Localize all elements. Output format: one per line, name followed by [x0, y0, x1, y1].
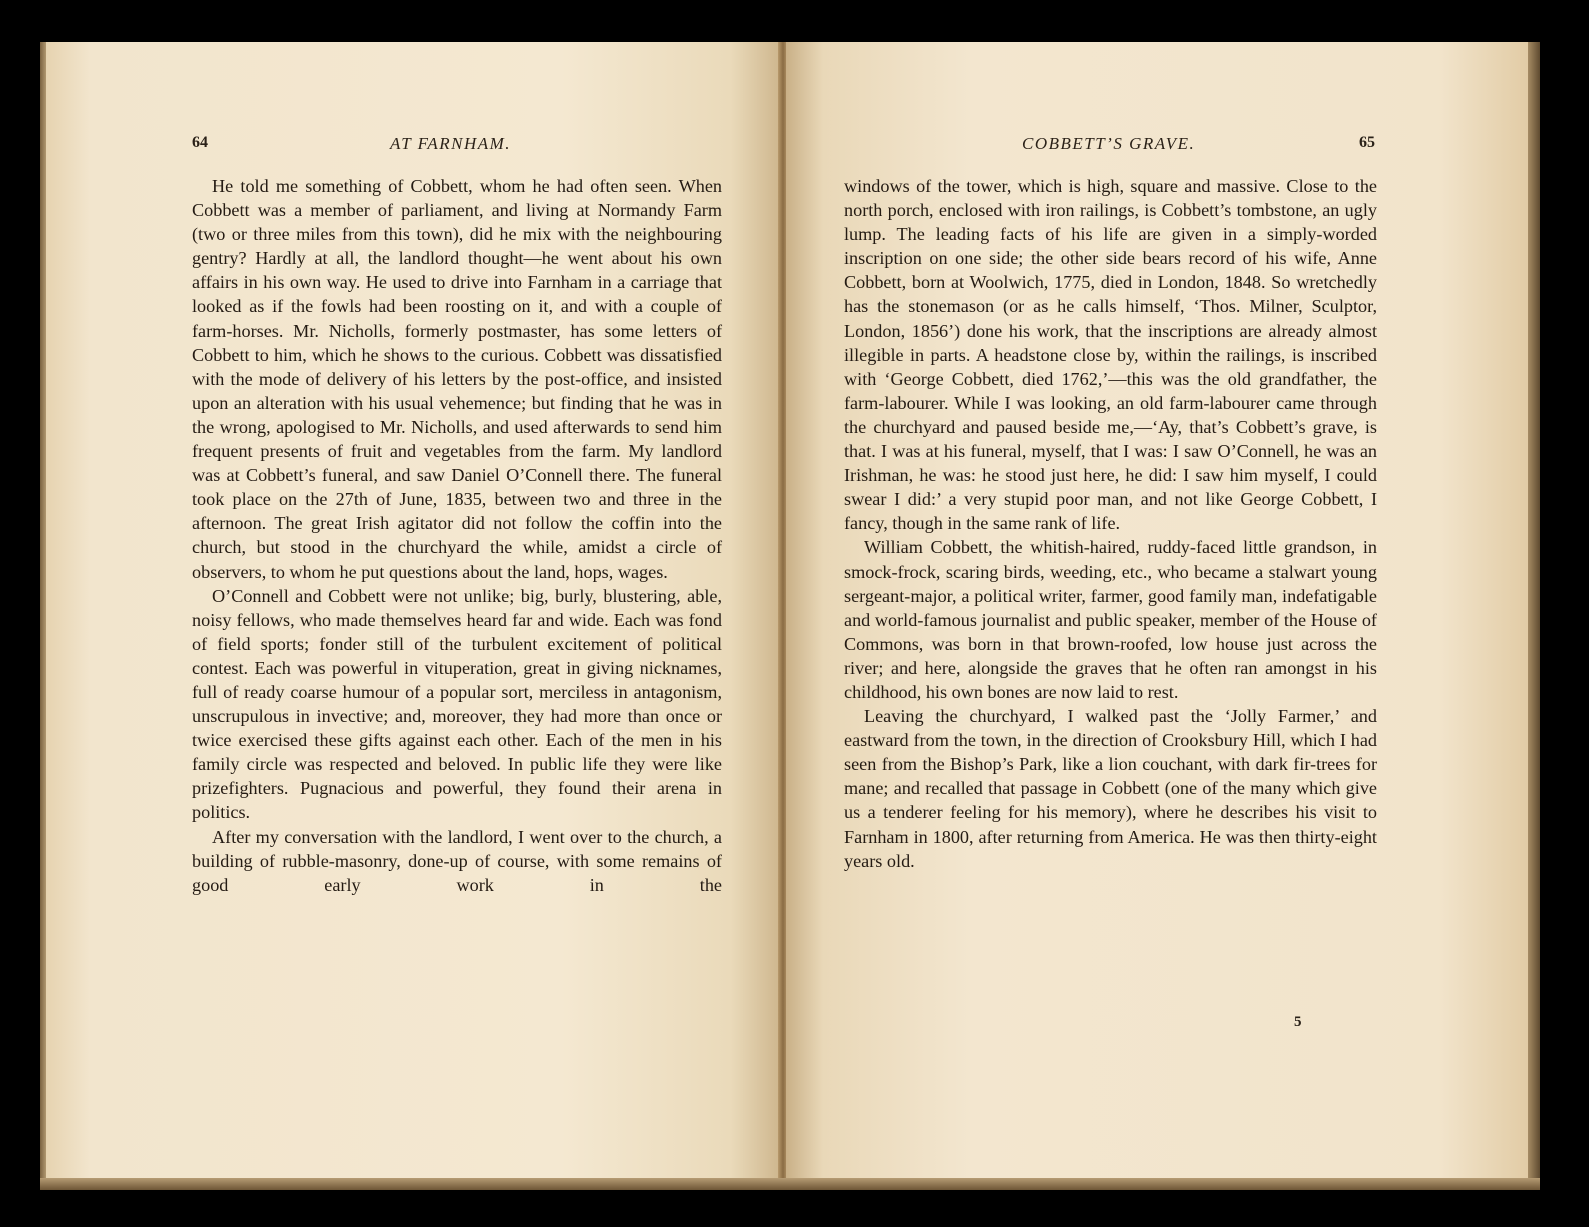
left-running-head — [46, 134, 782, 160]
right-paragraph-2: William Cobbett, the whitish-haired, ruddy-faced little grandson, in smock-frock, scaring birds, weeding, etc., who became a stalwart young sergeant-major, a political writer, farmer, good family man, indefatigable and world-famous journalist and public speaker, member of the House of Commons, was born in that brown-roofed, low house just across the river; and here, alongside the graves that he often ran amongst in his childhood, his own bones are now laid to rest. — [844, 537, 1377, 702]
right-running-title: COBBETT’S GRAVE. — [1022, 134, 1196, 153]
left-running-title: AT FARNHAM. — [390, 134, 512, 153]
left-page — [46, 42, 782, 1190]
left-paragraph-3: After my conversation with the landlord, I went over to the church, a building of rubble-masonry, done-up of course, with some remains of good early work in the — [192, 826, 722, 895]
left-paragraph-2: O’Connell and Cobbett were not unlike; big, burly, blustering, able, noisy fellows, who made themselves heard far and wide. Each was fond of field sports; fonder still of the turbulent excitement of political contest. Each was powerful in vituperation, great in giving nicknames, full of ready coarse humour of a popular sort, merciless in antagonism, unscrupulous in invective; and, moreover, they had more than once or twice exercised these gifts against each other. Each of the men in his family circle was respected and beloved. In public life they were like prizefighters. Pugnacious and powerful, they found their arena in politics. — [192, 585, 722, 823]
right-paragraph-1: windows of the tower, which is high, square and massive. Close to the north porch, enclosed with iron railings, is Cobbett’s tombstone, an ugly lump. The leading facts of his life are given in a simply-worded inscription on one side; the other side bears record of his wife, Anne Cobbett, born at Woolwich, 1775, died in London, 1848. So wretchedly has the stonemason (or as he calls himself, ‘Thos. Milner, Sculptor, London, 1856’) done his work, that the inscriptions are already almost illegible in parts. A headstone close by, within the railings, is inscribed with ‘George Cobbett, died 1762,’—this was the old grandfather, the farm-labourer. While I was looking, an old farm-labourer came through the churchyard and paused beside me,—‘Ay, that’s Cobbett’s grave, is that. I was at his funeral, myself, that I was: I saw O’Connell, he was an Irishman, he was: he stood just here, he did: I saw him myself, I could swear I did:’ a very stupid poor man, and not like George Cobbett, I fancy, though in the same rank of life. — [844, 176, 1377, 534]
right-page-body — [844, 174, 1377, 873]
right-running-head — [786, 134, 1528, 160]
right-page — [786, 42, 1528, 1190]
book-right-edge — [1528, 42, 1540, 1190]
right-paragraph-3: Leaving the churchyard, I walked past the ‘Jolly Farmer,’ and eastward from the town, in the direction of Crooksbury Hill, which I had seen from the Bishop’s Park, like a lion couchant, with dark fir-trees for mane; and recalled that passage in Cobbett (one of the many which give us a tenderer feeling for his memory), where he describes his visit to Farnham in 1800, after returning from America. He was then thirty-eight years old. — [844, 706, 1377, 871]
book-bottom-edge — [40, 1178, 1540, 1190]
left-paragraph-1: He told me something of Cobbett, whom he had often seen. When Cobbett was a member of parliament, and living at Normandy Farm (two or three miles from this town), did he mix with the neighbouring gentry? Hardly at all, the landlord thought—he went about his own affairs in his own way. He used to drive into Farnham in a carriage that looked as if the fowls had been roosting on it, and with a couple of farm-horses. Mr. Nicholls, formerly postmaster, has some letters of Cobbett to him, which he shows to the curious. Cobbett was dissatisfied with the mode of delivery of his letters by the post-office, and insisted upon an alteration with his usual vehemence; but finding that he was in the wrong, apologised to Mr. Nicholls, and used afterwards to send him frequent presents of fruit and vegetables from the farm. My landlord was at Cobbett’s funeral, and saw Daniel O’Connell there. The funeral took place on the 27th of June, 1835, between two and three in the afternoon. The great Irish agitator did not follow the coffin into the church, but stood in the churchyard the while, amidst a circle of observers, to whom he put questions about the land, hops, wages. — [192, 176, 722, 582]
left-page-body — [192, 174, 722, 897]
left-page-number: 64 — [192, 134, 208, 151]
signature-mark: 5 — [1294, 1014, 1302, 1030]
open-book — [40, 42, 1540, 1190]
right-page-number: 65 — [1359, 134, 1375, 151]
